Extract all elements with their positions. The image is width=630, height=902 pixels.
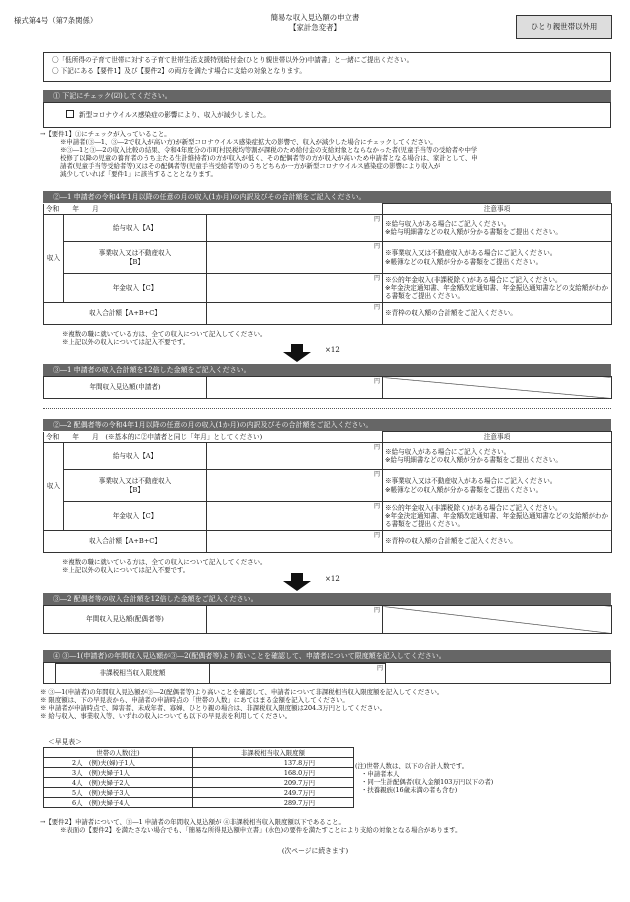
hayami-persons: 5人 (例)夫婦子3人 xyxy=(44,788,193,798)
note-line: ※上記以外の収入については記入不要です。 xyxy=(62,338,190,346)
note-line: ※上記以外の収入については記入不要です。 xyxy=(62,566,190,574)
blank-diagonal-cell xyxy=(383,606,612,634)
table-row xyxy=(44,798,354,808)
covid-checkbox[interactable] xyxy=(66,110,74,118)
notes-header: 注意事項 xyxy=(383,432,612,443)
note-line: ※ 限度額は、下の早見表から、申請者の申請時点の「世帯の人数」にあてはまる金額を記入してください。 xyxy=(40,696,349,704)
table-row xyxy=(44,768,354,778)
limit-amount-input[interactable] xyxy=(210,664,386,684)
yen-unit: 円 xyxy=(373,503,380,510)
spouse-salary-note: ※給与収入がある場合にご記入ください。 ※給与明細書などの収入額が分かる書類をご提出ください。 xyxy=(383,443,612,470)
spouse-year-month-cell[interactable]: 令和 年 月 (※基本的に②申請者と同じ「年月」としてください) xyxy=(44,432,383,443)
note-line: ・扶養親族(16歳未満の者も含む) xyxy=(361,786,458,794)
yen-unit: 円 xyxy=(373,471,380,478)
section-3-2-bar: ③―2 配偶者等の収入合計額を12倍した金額をご記入ください。 xyxy=(43,593,611,605)
applicant-income-table xyxy=(43,203,612,325)
spouse-business-input[interactable] xyxy=(207,470,383,502)
spouse-pension-note: ※公的年金収入(非課税除く)がある場合にご記入ください。 ※年金決定通知書、年金額改定通知書、年金振込通知書などの支給額がわかる書類をご提出ください。 xyxy=(383,502,612,531)
note-line: 請者(児童手当等受給者等)又はその配偶者等(児童手当受給者等)のうちどちらか一方が新型コロナウイルス感染症の影響により収入が xyxy=(60,162,441,170)
title-text: 簡易な収入見込額の申立書 xyxy=(270,13,360,22)
table-row xyxy=(44,788,354,798)
table-row xyxy=(44,778,354,788)
section-1-box xyxy=(43,102,611,128)
business-amount-input[interactable] xyxy=(207,242,383,274)
intro-box xyxy=(43,52,611,82)
yen-unit: 円 xyxy=(373,532,380,539)
hayami-persons: 4人 (例)夫婦子2人 xyxy=(44,778,193,788)
household-count-notes xyxy=(355,762,605,794)
note-line: ※ 給与収入、事業収入等、いずれの収入についても以下の早見表を利用してください。 xyxy=(40,712,292,720)
yen-unit: 円 xyxy=(373,444,380,451)
hayami-persons: 3人 (例)夫婦子1人 xyxy=(44,768,193,778)
yen-unit: 円 xyxy=(373,607,380,614)
hayami-persons: 6人 (例)夫婦子4人 xyxy=(44,798,193,808)
hayami-limit: 249.7万円 xyxy=(193,788,354,798)
blank-diagonal-cell xyxy=(383,377,612,399)
spouse-business-label: 事業収入又は不動産収入 【B】 xyxy=(64,470,207,502)
yen-unit: 円 xyxy=(376,665,383,672)
intro-line: 〇 下記にある【要件1】及び【要件2】の両方を満たす場合に支給の対象となります。 xyxy=(52,67,306,76)
note-line: →【要件2】申請者について、③―1 申請者の年間収入見込額が ④非課税相当収入限度額以下であること。 xyxy=(40,818,345,826)
section-1-bar: ① 下記にチェック(☑)してください。 xyxy=(43,90,611,102)
pension-label: 年金収入【C】 xyxy=(64,274,207,303)
spouse-income-table xyxy=(43,431,612,553)
spouse-salary-input[interactable] xyxy=(207,443,383,470)
form-number: 様式第4号（第7条関係） xyxy=(14,16,98,25)
hayami-head-limit: 非課税相当収入限度額 xyxy=(193,748,354,758)
down-arrow-icon xyxy=(283,344,311,362)
note-line: 減少していれば「要件1」に該当することとなります。 xyxy=(60,170,217,178)
note-line: 校修了以降の児童の養育者のうち主たる生計維持者)の方が収入が低く、その配偶者等の方が収入が高いため申請者となる場合は、家計として、申 xyxy=(60,154,478,162)
yen-unit: 円 xyxy=(373,378,380,385)
spouse-after-notes xyxy=(62,558,630,574)
requirement-2-notes xyxy=(40,818,612,834)
limit-label: 非課税相当収入限度額 xyxy=(56,664,210,684)
hayami-head-persons: 世帯の人数(注) xyxy=(44,748,193,758)
hayami-limit: 137.8万円 xyxy=(193,758,354,768)
note-line: →【要件1】①にチェックが入っていること。 xyxy=(40,130,171,138)
hayami-limit: 168.0万円 xyxy=(193,768,354,778)
note-line: ※申請者(③―1、③―2で収入が高い方)が新型コロナウイルス感染症拡大の影響で、収入が減少した場合にチェックしてください。 xyxy=(60,138,437,146)
spouse-total-input[interactable] xyxy=(207,531,383,553)
multiply-12: ×12 xyxy=(325,346,340,354)
spouse-total-note: ※青枠の収入額の合計額をご記入ください。 xyxy=(383,531,612,553)
salary-note: ※給与収入がある場合にご記入ください。 ※給与明細書などの収入額が分かる書類をご提出ください。 xyxy=(383,215,612,242)
business-note: ※事業収入又は不動産収入がある場合にご記入ください。 ※帳簿などの収入額が分かる書類をご提出ください。 xyxy=(383,242,612,274)
income-side-label: 収入 xyxy=(44,443,64,531)
section-4-bar: ④ ③―1(申請者)の年間収入見込額が③―2(配偶者等)より高いことを確認して、申請者について限度額を記入してください。 xyxy=(43,650,611,662)
dotted-separator xyxy=(43,408,611,409)
spouse-pension-input[interactable] xyxy=(207,502,383,531)
total-note: ※青枠の収入額の合計額をご記入ください。 xyxy=(383,303,612,325)
limit-table xyxy=(55,663,386,684)
applicant-annual-input[interactable] xyxy=(207,377,383,399)
yen-unit: 円 xyxy=(373,304,380,311)
spouse-business-note: ※事業収入又は不動産収入がある場合にご記入ください。 ※帳簿などの収入額が分かる書類をご提出ください。 xyxy=(383,470,612,502)
spouse-annual-label: 年間収入見込額(配偶者等) xyxy=(44,606,207,634)
pension-note: ※公的年金収入(非課税除く)がある場合にご記入ください。 ※年金決定通知書、年金額改定通知書、年金振込通知書などの支給額がわかる書類をご提出ください。 xyxy=(383,274,612,303)
note-line: ・申請者本人 xyxy=(361,770,400,778)
household-type-badge: ひとり親世帯以外用 xyxy=(516,15,612,39)
hayami-limit: 289.7万円 xyxy=(193,798,354,808)
spouse-salary-label: 給与収入【A】 xyxy=(64,443,207,470)
spouse-annual-table xyxy=(43,605,612,634)
multiply-12: ×12 xyxy=(325,575,340,583)
note-line: (注)世帯人数は、以下の合計人数です。 xyxy=(355,762,469,770)
section-2-2-bar: ②―2 配偶者等の令和4年1月以降の任意の月の収入(1か月)の内訳及びその合計額をご記入ください。 xyxy=(43,419,611,431)
intro-line: 〇「低所得の子育て世帯に対する子育て世帯生活支援特別給付金(ひとり親世帯以外分)申請書」と一緒にご提出ください。 xyxy=(52,56,414,64)
note-line: ※ 申請者が申請時点で、障害者、未成年者、寡婦、ひとり親の場合は、非課税収入限度額は204.3万円としてください。 xyxy=(40,704,387,712)
continued-next-page: (次ページに続きます) xyxy=(281,847,349,855)
hayami-title: ＜早見表＞ xyxy=(48,738,82,746)
down-arrow-icon xyxy=(283,573,311,591)
salary-label: 給与収入【A】 xyxy=(64,215,207,242)
section-4-notes xyxy=(40,688,612,720)
spouse-pension-label: 年金収入【C】 xyxy=(64,502,207,531)
yen-unit: 円 xyxy=(373,216,380,223)
applicant-annual-label: 年間収入見込額(申請者) xyxy=(44,377,207,399)
yen-unit: 円 xyxy=(373,275,380,282)
yen-unit: 円 xyxy=(373,243,380,250)
salary-amount-input[interactable] xyxy=(207,215,383,242)
total-amount-input[interactable] xyxy=(207,303,383,325)
note-line: ※ ③―1(申請者)の年間収入見込額が③―2(配偶者等)より高いことを確認して、申請者について非課税相当収入限度額を記入してください。 xyxy=(40,688,444,696)
business-label: 事業収入又は不動産収入 【B】 xyxy=(64,242,207,274)
applicant-annual-table xyxy=(43,376,612,399)
applicant-after-notes xyxy=(62,330,630,346)
pension-amount-input[interactable] xyxy=(207,274,383,303)
notes-header: 注意事項 xyxy=(383,204,612,215)
total-label: 収入合計額【A+B+C】 xyxy=(44,303,207,325)
income-side-label: 収入 xyxy=(44,215,64,303)
hayami-persons: 2人 (例)夫(婦)子1人 xyxy=(44,758,193,768)
section-2-1-bar: ②―1 申請者の令和4年1月以降の任意の月の収入(1か月)の内訳及びその合計額をご記入ください。 xyxy=(43,191,611,203)
note-line: ※表面の【要件2】を満たさない場合でも、「簡易な所得見込額申立書」(水色)の要件を満たすことにより支給の対象となる場合があります。 xyxy=(60,826,462,834)
note-line: ・同一生計配偶者(収入金額103万円以下の者) xyxy=(361,778,494,786)
hayami-limit: 209.7万円 xyxy=(193,778,354,788)
requirement-1-notes xyxy=(40,130,612,178)
note-line: ※複数の職に就いている方は、全ての収入について記入してください。 xyxy=(62,558,267,566)
note-line: ※③―1と③―2の収入比較の結果、令和4年度分の市町村民税均等割が課税のため給付金の支給対象とならなかった者(児童手当等の受給者や中学 xyxy=(60,146,478,154)
covid-check-label: 新型コロナウイルス感染症の影響により、収入が減少しました。 xyxy=(79,111,270,119)
subtitle-text: 【家計急変者】 xyxy=(289,22,341,32)
spouse-total-label: 収入合計額【A+B+C】 xyxy=(44,531,207,553)
spouse-annual-input[interactable] xyxy=(207,606,383,634)
note-line: ※複数の職に就いている方は、全ての収入について記入してください。 xyxy=(62,330,267,338)
table-row xyxy=(44,758,354,768)
section-3-1-bar: ③―1 申請者の収入合計額を12倍した金額をご記入ください。 xyxy=(43,364,611,376)
year-month-cell[interactable]: 令和 年 月 xyxy=(44,204,383,215)
quick-reference-table xyxy=(43,747,354,808)
